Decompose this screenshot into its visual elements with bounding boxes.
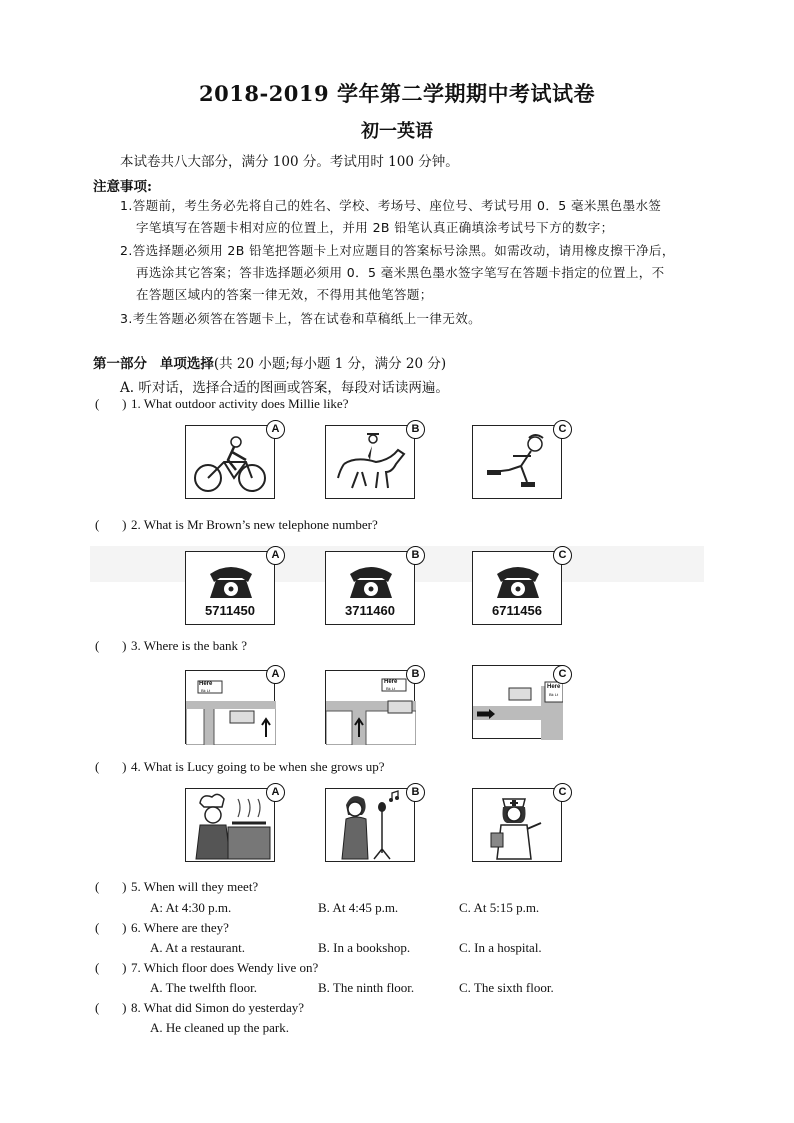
exam-intro: 本试卷共八大部分，满分 100 分。考试用时 100 分钟。: [120, 154, 459, 170]
question-text: 7. Which floor does Wendy live on?: [131, 960, 319, 975]
badge-b: B: [406, 420, 425, 439]
option-b[interactable]: B. In a bookshop.: [318, 940, 411, 955]
q2-option-c-image[interactable]: [472, 549, 567, 625]
part1-label: 第一部分: [93, 356, 147, 372]
badge-a: A: [266, 420, 285, 439]
phone-number: 6711456: [492, 603, 542, 618]
badge-a: A: [266, 783, 285, 802]
singer-icon: [326, 789, 416, 863]
question-4: [95, 759, 385, 775]
badge-a: A: [266, 546, 285, 565]
answer-blank[interactable]: ( ): [95, 396, 127, 411]
q2-option-a-image[interactable]: [185, 549, 280, 625]
badge-c: C: [553, 665, 572, 684]
phone-number: 3711460: [345, 603, 395, 618]
q1-option-c-image[interactable]: [472, 423, 567, 499]
option-c[interactable]: C. The sixth floor.: [459, 980, 554, 995]
phone-number: 5711450: [205, 603, 255, 618]
cyclist-icon: [186, 426, 276, 500]
option-c[interactable]: C. At 5:15 p.m.: [459, 900, 540, 915]
q1-option-a-image[interactable]: [185, 423, 280, 499]
badge-c: C: [553, 420, 572, 439]
note-line: 字笔填写在答题卡相对应的位置上，并用 2B 铅笔认真正确填涂考试号下方的数字；: [136, 220, 614, 235]
option-b[interactable]: B. At 4:45 p.m.: [318, 900, 399, 915]
part1-heading: [93, 352, 446, 372]
note-line: 1.答题前，考生务必先将自己的姓名、学校、考场号、座位号、考试号用 0．5 毫米黑色墨水签: [120, 198, 662, 213]
answer-blank[interactable]: ( ): [95, 1000, 127, 1015]
question-3: [95, 638, 247, 654]
answer-blank[interactable]: ( ): [95, 517, 127, 532]
question-text: 3. Where is the bank ?: [131, 638, 247, 653]
badge-b: B: [406, 783, 425, 802]
answer-blank[interactable]: ( ): [95, 960, 127, 975]
q3-option-a-image[interactable]: [185, 668, 280, 744]
question-2: [95, 517, 378, 533]
answer-blank[interactable]: ( ): [95, 638, 127, 653]
option-a[interactable]: A. At a restaurant.: [150, 940, 245, 955]
section-a-instructions: A. 听对话，选择合适的图画或答案，每段对话读两遍。: [120, 380, 449, 396]
question-8: [95, 1000, 304, 1016]
page-title: 2018-2019 学年第二学期期中考试试卷: [199, 81, 595, 106]
map-sign: Here: [384, 679, 398, 685]
answer-blank[interactable]: ( ): [95, 920, 127, 935]
question-text: 5. When will they meet?: [131, 879, 259, 894]
badge-b: B: [406, 665, 425, 684]
chef-icon: [186, 789, 276, 863]
question-5: [95, 879, 258, 895]
note-line: 2.答选择题必须用 2B 铅笔把答题卡上对应题目的答案标号涂黑。如需改动，请用橡皮擦干净后，: [120, 243, 675, 258]
question-text: 8. What did Simon do yesterday?: [131, 1000, 305, 1015]
roller-skater-icon: [473, 426, 563, 500]
note-line: 再选涂其它答案；答非选择题必须用 0．5 毫米黑色墨水签字笔写在答题卡指定的位置上，不: [136, 265, 665, 280]
page-subtitle: 初一英语: [361, 121, 433, 142]
street-map-icon: [473, 666, 563, 740]
note-line: 3.考生答题必须答在答题卡上，答在试卷和草稿纸上一律无效。: [120, 311, 482, 326]
notes-heading: 注意事项:: [93, 179, 152, 195]
badge-b: B: [406, 546, 425, 565]
street-map-icon: [326, 671, 416, 745]
part1-info: (共 20 小题;每小题 1 分，满分 20 分): [213, 356, 447, 372]
q4-option-b-image[interactable]: [325, 786, 420, 862]
horse-rider-icon: [326, 426, 416, 500]
map-sign: Here: [199, 681, 213, 687]
question-text: 6. Where are they?: [131, 920, 229, 935]
option-a[interactable]: A: At 4:30 p.m.: [150, 900, 232, 915]
q3-option-b-image[interactable]: [325, 668, 420, 744]
nurse-icon: [473, 789, 563, 863]
q3-option-c-image[interactable]: [472, 665, 567, 739]
map-sign-small: Bk Lt: [386, 686, 396, 691]
answer-blank[interactable]: ( ): [95, 759, 127, 774]
q4-option-a-image[interactable]: [185, 786, 280, 862]
part1-name: 单项选择: [159, 356, 214, 372]
q2-option-b-image[interactable]: [325, 549, 420, 625]
question-7: [95, 960, 318, 976]
option-c[interactable]: C. In a hospital.: [459, 940, 542, 955]
q1-option-b-image[interactable]: [325, 423, 420, 499]
badge-c: C: [553, 783, 572, 802]
map-sign-small: Bk Lt: [201, 688, 211, 693]
badge-a: A: [266, 665, 285, 684]
q4-option-c-image[interactable]: [472, 786, 567, 862]
option-b[interactable]: B. The ninth floor.: [318, 980, 415, 995]
question-6: [95, 920, 229, 936]
badge-c: C: [553, 546, 572, 565]
option-a[interactable]: A. He cleaned up the park.: [150, 1020, 289, 1035]
map-sign-small: Bk Lt: [549, 692, 559, 697]
question-1: [95, 396, 348, 412]
question-text: 4. What is Lucy going to be when she grows up?: [131, 759, 385, 774]
question-text: 1. What outdoor activity does Millie like?: [131, 396, 349, 411]
map-sign: Here: [547, 684, 561, 690]
question-text: 2. What is Mr Brown’s new telephone number?: [131, 517, 378, 532]
option-a[interactable]: A. The twelfth floor.: [150, 980, 257, 995]
note-line: 在答题区域内的答案一律无效，不得用其他笔答题；: [136, 287, 433, 302]
answer-blank[interactable]: ( ): [95, 879, 127, 894]
